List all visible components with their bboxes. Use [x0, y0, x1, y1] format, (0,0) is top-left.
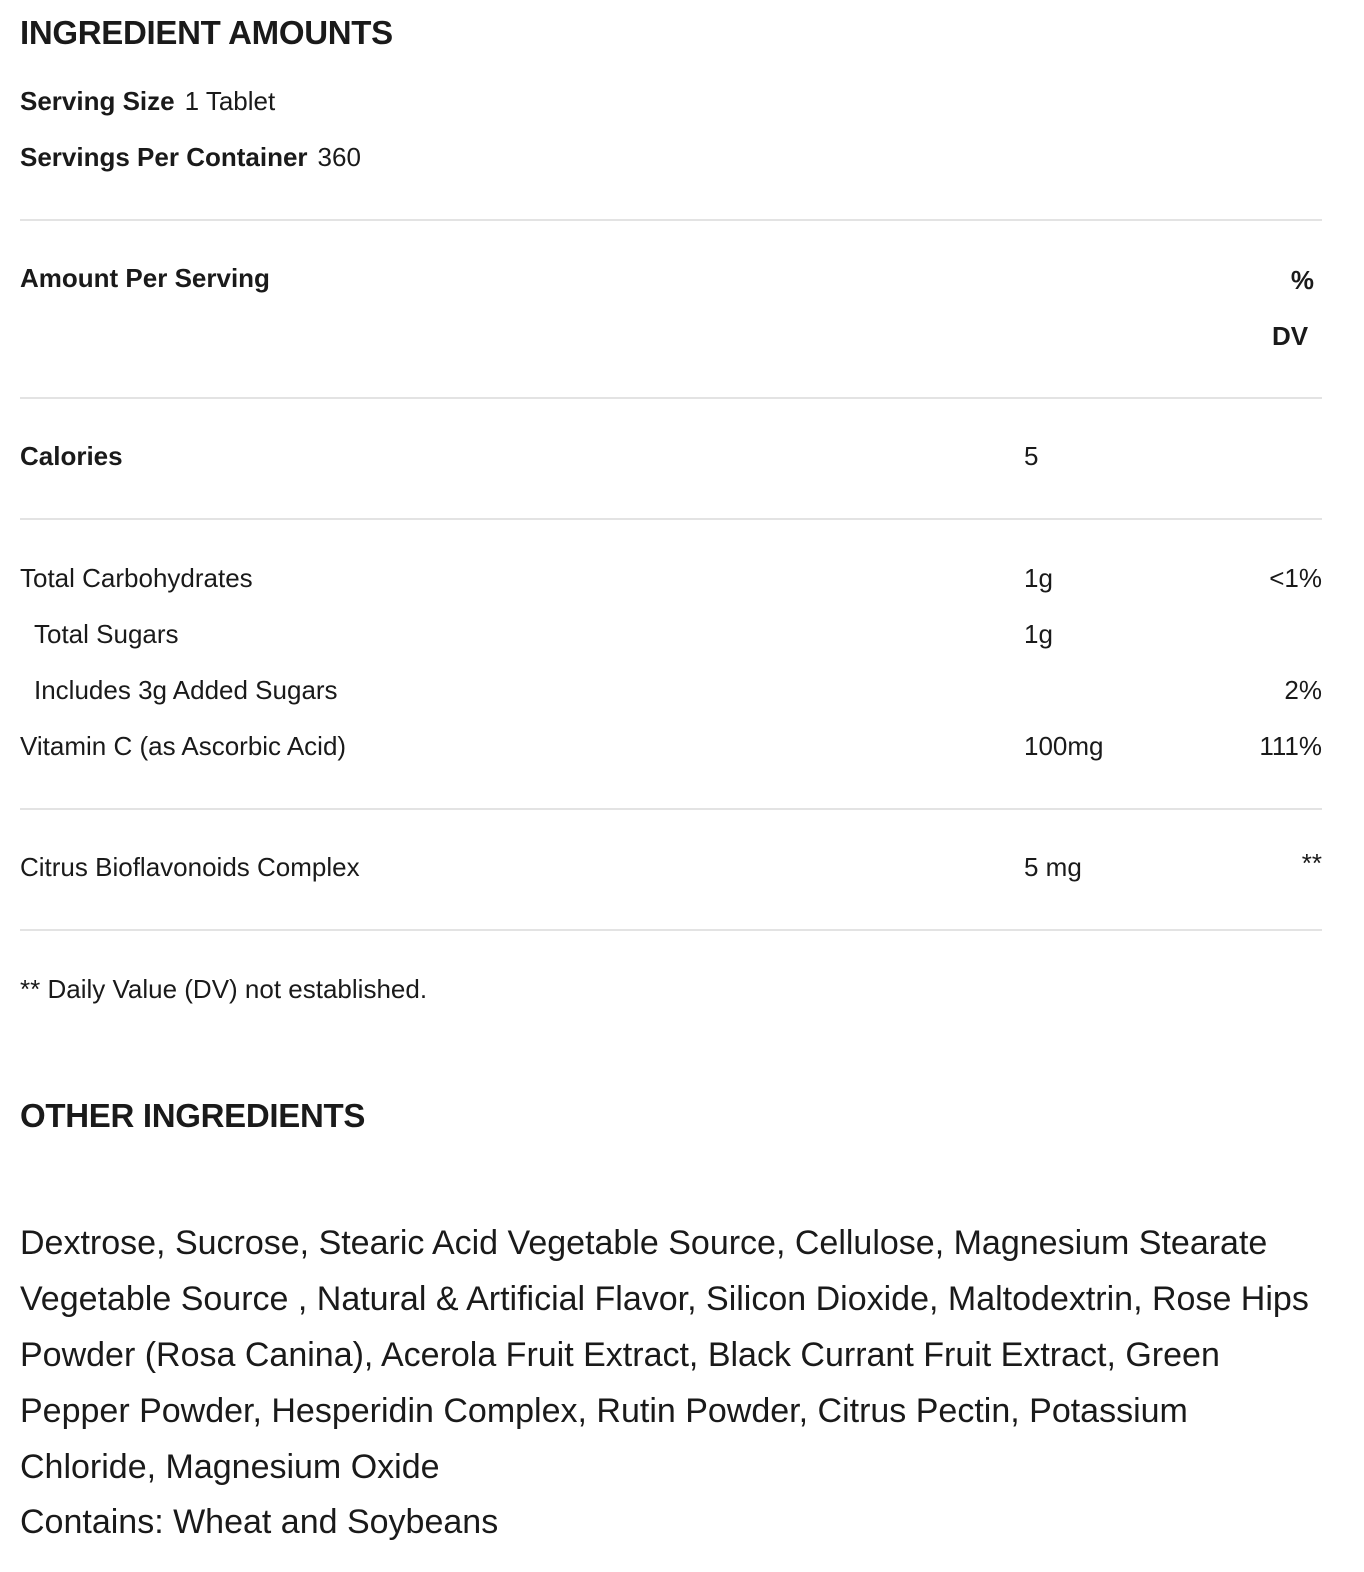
table-header-row — [20, 263, 1322, 303]
nutrient-dv: 111% — [1259, 731, 1322, 761]
servings-per-container — [20, 142, 361, 173]
amount-per-serving-header: Amount Per Serving — [20, 263, 270, 293]
serving-size — [20, 86, 275, 117]
divider — [20, 929, 1322, 931]
dv-header — [1266, 252, 1314, 364]
dv-header-percent: % — [1290, 265, 1314, 295]
dv-header-dv: DV — [1271, 321, 1309, 351]
allergen-contains: Contains: Wheat and Soybeans — [20, 1503, 499, 1541]
nutrient-name: Total Carbohydrates — [20, 563, 253, 593]
dv-footnote: ** Daily Value (DV) not established. — [20, 974, 428, 1004]
serving-size-label: Serving Size — [20, 86, 175, 116]
other-ingredients-title: OTHER INGREDIENTS — [20, 1097, 366, 1134]
other-ingredients-list: Dextrose, Sucrose, Stearic Acid Vegetable Source, Cellulose, Magnesium Stearate Vegetable Source , Natural & Artificial Flavor, Silicon Dioxide, Maltodextrin, Rose Hips Powder (Rosa Canina), Acerola Fruit Extract, Black Currant Fruit Extract, Green Pepper Powder, Hesperidin Complex, Rutin Powder, Citrus Pectin, Potassium Chloride, Magnesium Oxide — [20, 1224, 1309, 1486]
nutrient-amount: 5 mg — [1024, 852, 1082, 882]
nutrient-dv: <1% — [1269, 563, 1322, 593]
divider — [20, 397, 1322, 399]
servings-per-container-value: 360 — [317, 142, 361, 172]
nutrient-row — [20, 563, 1322, 603]
serving-size-value: 1 Tablet — [184, 86, 276, 116]
nutrient-row — [20, 731, 1322, 771]
nutrient-name: Vitamin C (as Ascorbic Acid) — [20, 731, 347, 761]
ingredient-amounts-title: INGREDIENT AMOUNTS — [20, 14, 393, 51]
nutrient-dv: 2% — [1284, 675, 1322, 705]
divider — [20, 518, 1322, 520]
calories-row — [20, 441, 1322, 481]
nutrient-amount: 1g — [1024, 563, 1053, 593]
calories-label: Calories — [20, 441, 123, 471]
nutrient-amount: 100mg — [1024, 731, 1104, 761]
nutrient-row — [20, 675, 1322, 715]
nutrient-row — [20, 619, 1322, 659]
divider — [20, 808, 1322, 810]
nutrient-name: Total Sugars — [34, 619, 179, 649]
nutrient-name: Includes 3g Added Sugars — [34, 675, 338, 705]
nutrient-amount: 1g — [1024, 619, 1053, 649]
calories-amount: 5 — [1024, 441, 1039, 471]
other-nutrient-row — [20, 848, 1322, 892]
divider — [20, 219, 1322, 221]
servings-per-container-label: Servings Per Container — [20, 142, 308, 172]
nutrient-dv: ** — [1301, 848, 1322, 878]
nutrient-name: Citrus Bioflavonoids Complex — [20, 852, 360, 882]
